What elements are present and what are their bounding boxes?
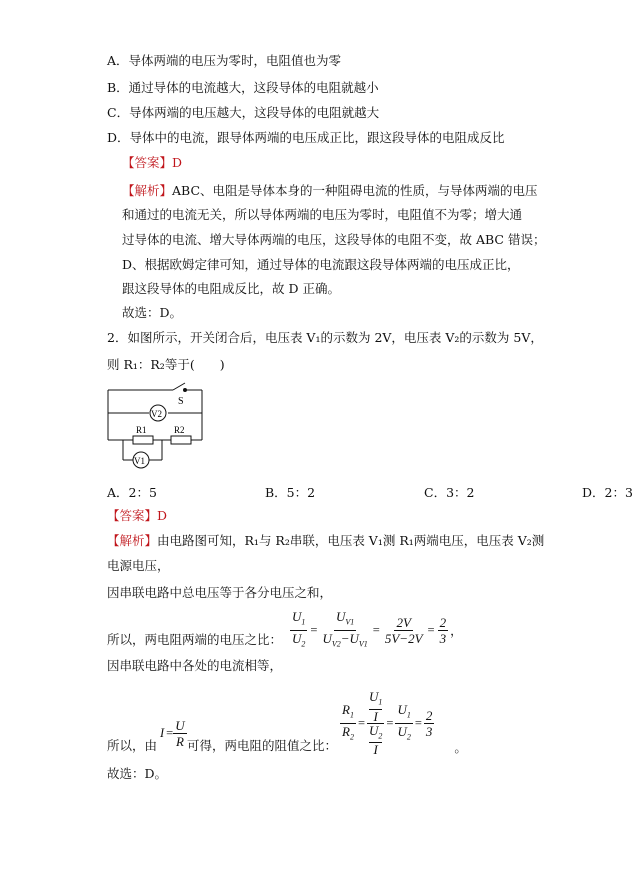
resistor-r2-label: R2	[174, 425, 185, 435]
q2-analysis-line-4: 所以，两电阻两端的电压之比：	[107, 632, 283, 647]
q2-option-d: D．2：3	[582, 485, 633, 500]
q2-analysis-line-5: 因串联电路中各处的电流相等，	[107, 658, 283, 673]
voltmeter-v2-label: V2	[151, 409, 162, 419]
resistor-r1-label: R1	[136, 425, 147, 435]
q2-analysis-line-1: 【解析】由电路图可知，R₁与 R₂串联，电压表 V₁测 R₁两端电压，电压表 V₂测	[107, 533, 545, 548]
analysis-tag: 【解析】	[122, 183, 173, 198]
voltmeter-v1-label: V1	[134, 456, 145, 466]
q2-analysis-line-3: 因串联电路中总电压等于各分电压之和，	[107, 585, 333, 600]
q2-option-b: B．5：2	[265, 485, 316, 500]
q1-option-a: A．导体两端的电压为零时，电阻值也为零	[107, 53, 342, 68]
q2-conclusion: 故选：D。	[107, 766, 168, 781]
answer-value: D	[172, 155, 183, 170]
q1-option-c: C．导体两端的电压越大，这段导体的电阻就越大	[107, 105, 380, 120]
q2-stem-line-2: 则 R₁：R₂等于( )	[107, 357, 225, 372]
q1-analysis-line-2: 和通过的电流无关，所以导体两端的电压为零时，电阻值不为零；增大通	[122, 207, 523, 222]
answer-value: D	[157, 508, 168, 523]
q1-option-b: B．通过导体的电流越大，这段导体的电阻就越小	[107, 80, 379, 95]
q1-option-d: D．导体中的电流，跟导体两端的电压成正比，跟这段导体的电阻成反比	[107, 130, 505, 145]
q2-analysis-line-6b: 可得，两电阻的阻值之比：	[187, 738, 338, 753]
switch-label: S	[178, 396, 184, 407]
q2-answer	[107, 507, 167, 525]
q1-analysis-line-5: 跟这段导体的电阻成反比，故 D 正确。	[122, 281, 340, 296]
q1-analysis-line-3: 过导体的电流、增大导体两端的电压，这段导体的电阻不变，故 ABC 错误；	[122, 232, 546, 247]
answer-tag: 【答案】	[122, 155, 173, 170]
q2-option-c: C．3：2	[424, 485, 475, 500]
voltage-ratio-equation: $\frac{U_1}{U_2}$ = $\frac{U_{V1}}{U_{V2}-U_{V1}}$ = $\frac{2V}{5V-2V}$ = $\frac{2}{3}$ ，	[292, 609, 463, 649]
q1-conclusion: 故选：D。	[122, 305, 183, 320]
q2-analysis-line-6: 所以，由	[107, 738, 158, 753]
q2-analysis-line-2: 电源电压，	[107, 558, 170, 573]
resistance-ratio-equation: $\frac{R_1}{R_2}$ = $U_1$ I $U_2$ I = $\frac{U_1}{U_2}$ = $\frac{2}{3}$ 。	[342, 689, 467, 758]
q1-answer	[122, 154, 182, 172]
q2-stem-line-1: 2．如图所示，开关闭合后，电压表 V₁的示数为 2V，电压表 V₂的示数为 5V，	[107, 330, 543, 345]
q1-analysis-line-4: D、根据欧姆定律可知，通过导体的电流跟这段导体两端的电压成正比，	[122, 257, 520, 272]
q2-option-a: A．2：5	[107, 485, 157, 500]
q1-analysis-line-1: 【解析】ABC、电阻是导体本身的一种阻碍电流的性质，与导体两端的电压	[122, 183, 538, 198]
ohms-law-formula: I = $\frac{U}{R}$	[160, 718, 185, 749]
circuit-diagram	[105, 380, 205, 470]
answer-tag: 【答案】	[107, 508, 158, 523]
analysis-tag: 【解析】	[107, 533, 158, 548]
